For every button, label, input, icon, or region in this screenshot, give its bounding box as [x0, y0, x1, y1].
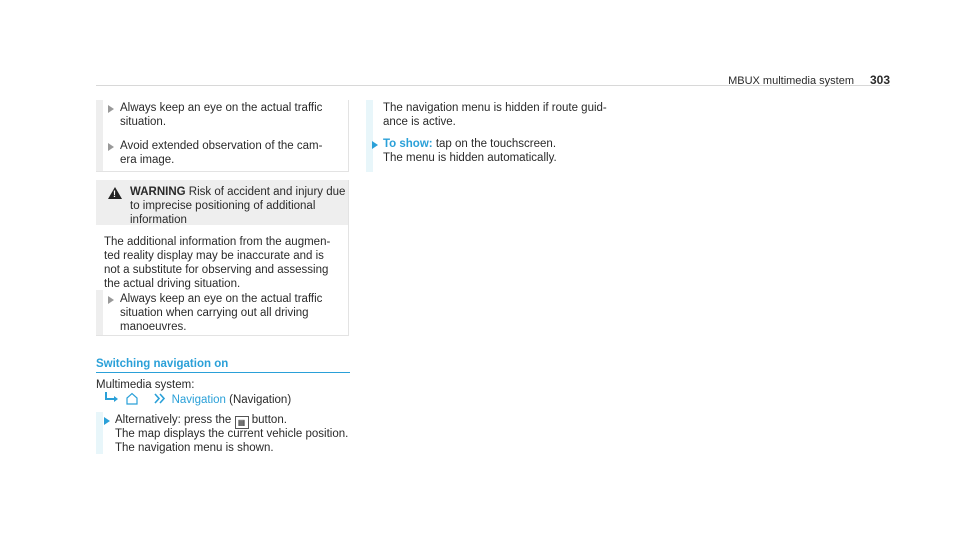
bullet-arrow-icon [108, 143, 114, 151]
warning-box [96, 180, 349, 336]
note-box [96, 100, 349, 172]
right-intro-line-2: ance is active. [383, 116, 456, 128]
warning-bullet-line-3: manoeuvres. [120, 321, 187, 333]
bullet-arrow-icon [108, 296, 114, 304]
right-step-line-2: The menu is hidden automatically. [383, 152, 557, 164]
step-bar [96, 412, 103, 454]
step-suffix: button. [251, 414, 287, 426]
menu-path-item-suffix: (Navigation) [229, 394, 292, 406]
warning-body-line-2: ted reality display may be inaccurate and is [104, 250, 324, 262]
warning-bullet-line-1: Always keep an eye on the actual traffic [120, 293, 323, 305]
right-intro-line-1: The navigation menu is hidden if route guid- [383, 102, 607, 114]
right-step-line-1 [383, 137, 556, 151]
note-bullet-1-line-1: Always keep an eye on the actual traffic [120, 102, 323, 114]
navigation-button-icon: ▦ [235, 416, 249, 429]
warning-body-line-1: The additional information from the augmen- [104, 236, 331, 248]
note-bullet-1-line-2: situation. [120, 116, 167, 128]
warning-head-line-2: to imprecise positioning of additional [130, 200, 316, 212]
note-bullet-2-line-1: Avoid extended observation of the cam- [120, 140, 323, 152]
double-chevron-icon [154, 393, 168, 404]
page-number: 303 [869, 73, 890, 87]
bullet-arrow-icon [108, 105, 114, 113]
path-arrow-icon [104, 391, 120, 405]
menu-path [104, 391, 291, 407]
note-bullet-2-line-2: era image. [120, 154, 175, 166]
right-step-text: tap on the touchscreen. [435, 138, 557, 150]
right-step-label: To show: [383, 138, 433, 150]
step-prefix: Alternatively: press the [115, 414, 232, 426]
section-title: Switching navigation on [96, 358, 229, 370]
warning-triangle-icon: ! [108, 187, 122, 199]
warning-head-line-3: information [130, 214, 187, 226]
warning-bullet-bar [96, 290, 103, 335]
warning-header [96, 180, 348, 225]
step-arrow-icon [104, 417, 110, 425]
menu-path-item[interactable]: Navigation [171, 394, 226, 406]
menu-path-label: Multimedia system: [96, 379, 195, 391]
warning-body-line-3: not a substitute for observing and assessing [104, 264, 329, 276]
step-line-2: The map displays the current vehicle position. [115, 428, 349, 440]
section-rule [96, 372, 350, 373]
home-icon [125, 392, 139, 405]
note-box-bar [96, 100, 103, 171]
warning-body-line-4: the actual driving situation. [104, 278, 241, 290]
header-title: MBUX multimedia system [728, 75, 854, 87]
warning-label: WARNING [130, 186, 186, 198]
warning-head-line-1: Risk of accident and injury due [188, 186, 346, 198]
step-line-3: The navigation menu is shown. [115, 442, 274, 454]
step-arrow-icon [372, 141, 378, 149]
warning-bullet-line-2: situation when carrying out all driving [120, 307, 309, 319]
right-column-bar [366, 100, 373, 172]
